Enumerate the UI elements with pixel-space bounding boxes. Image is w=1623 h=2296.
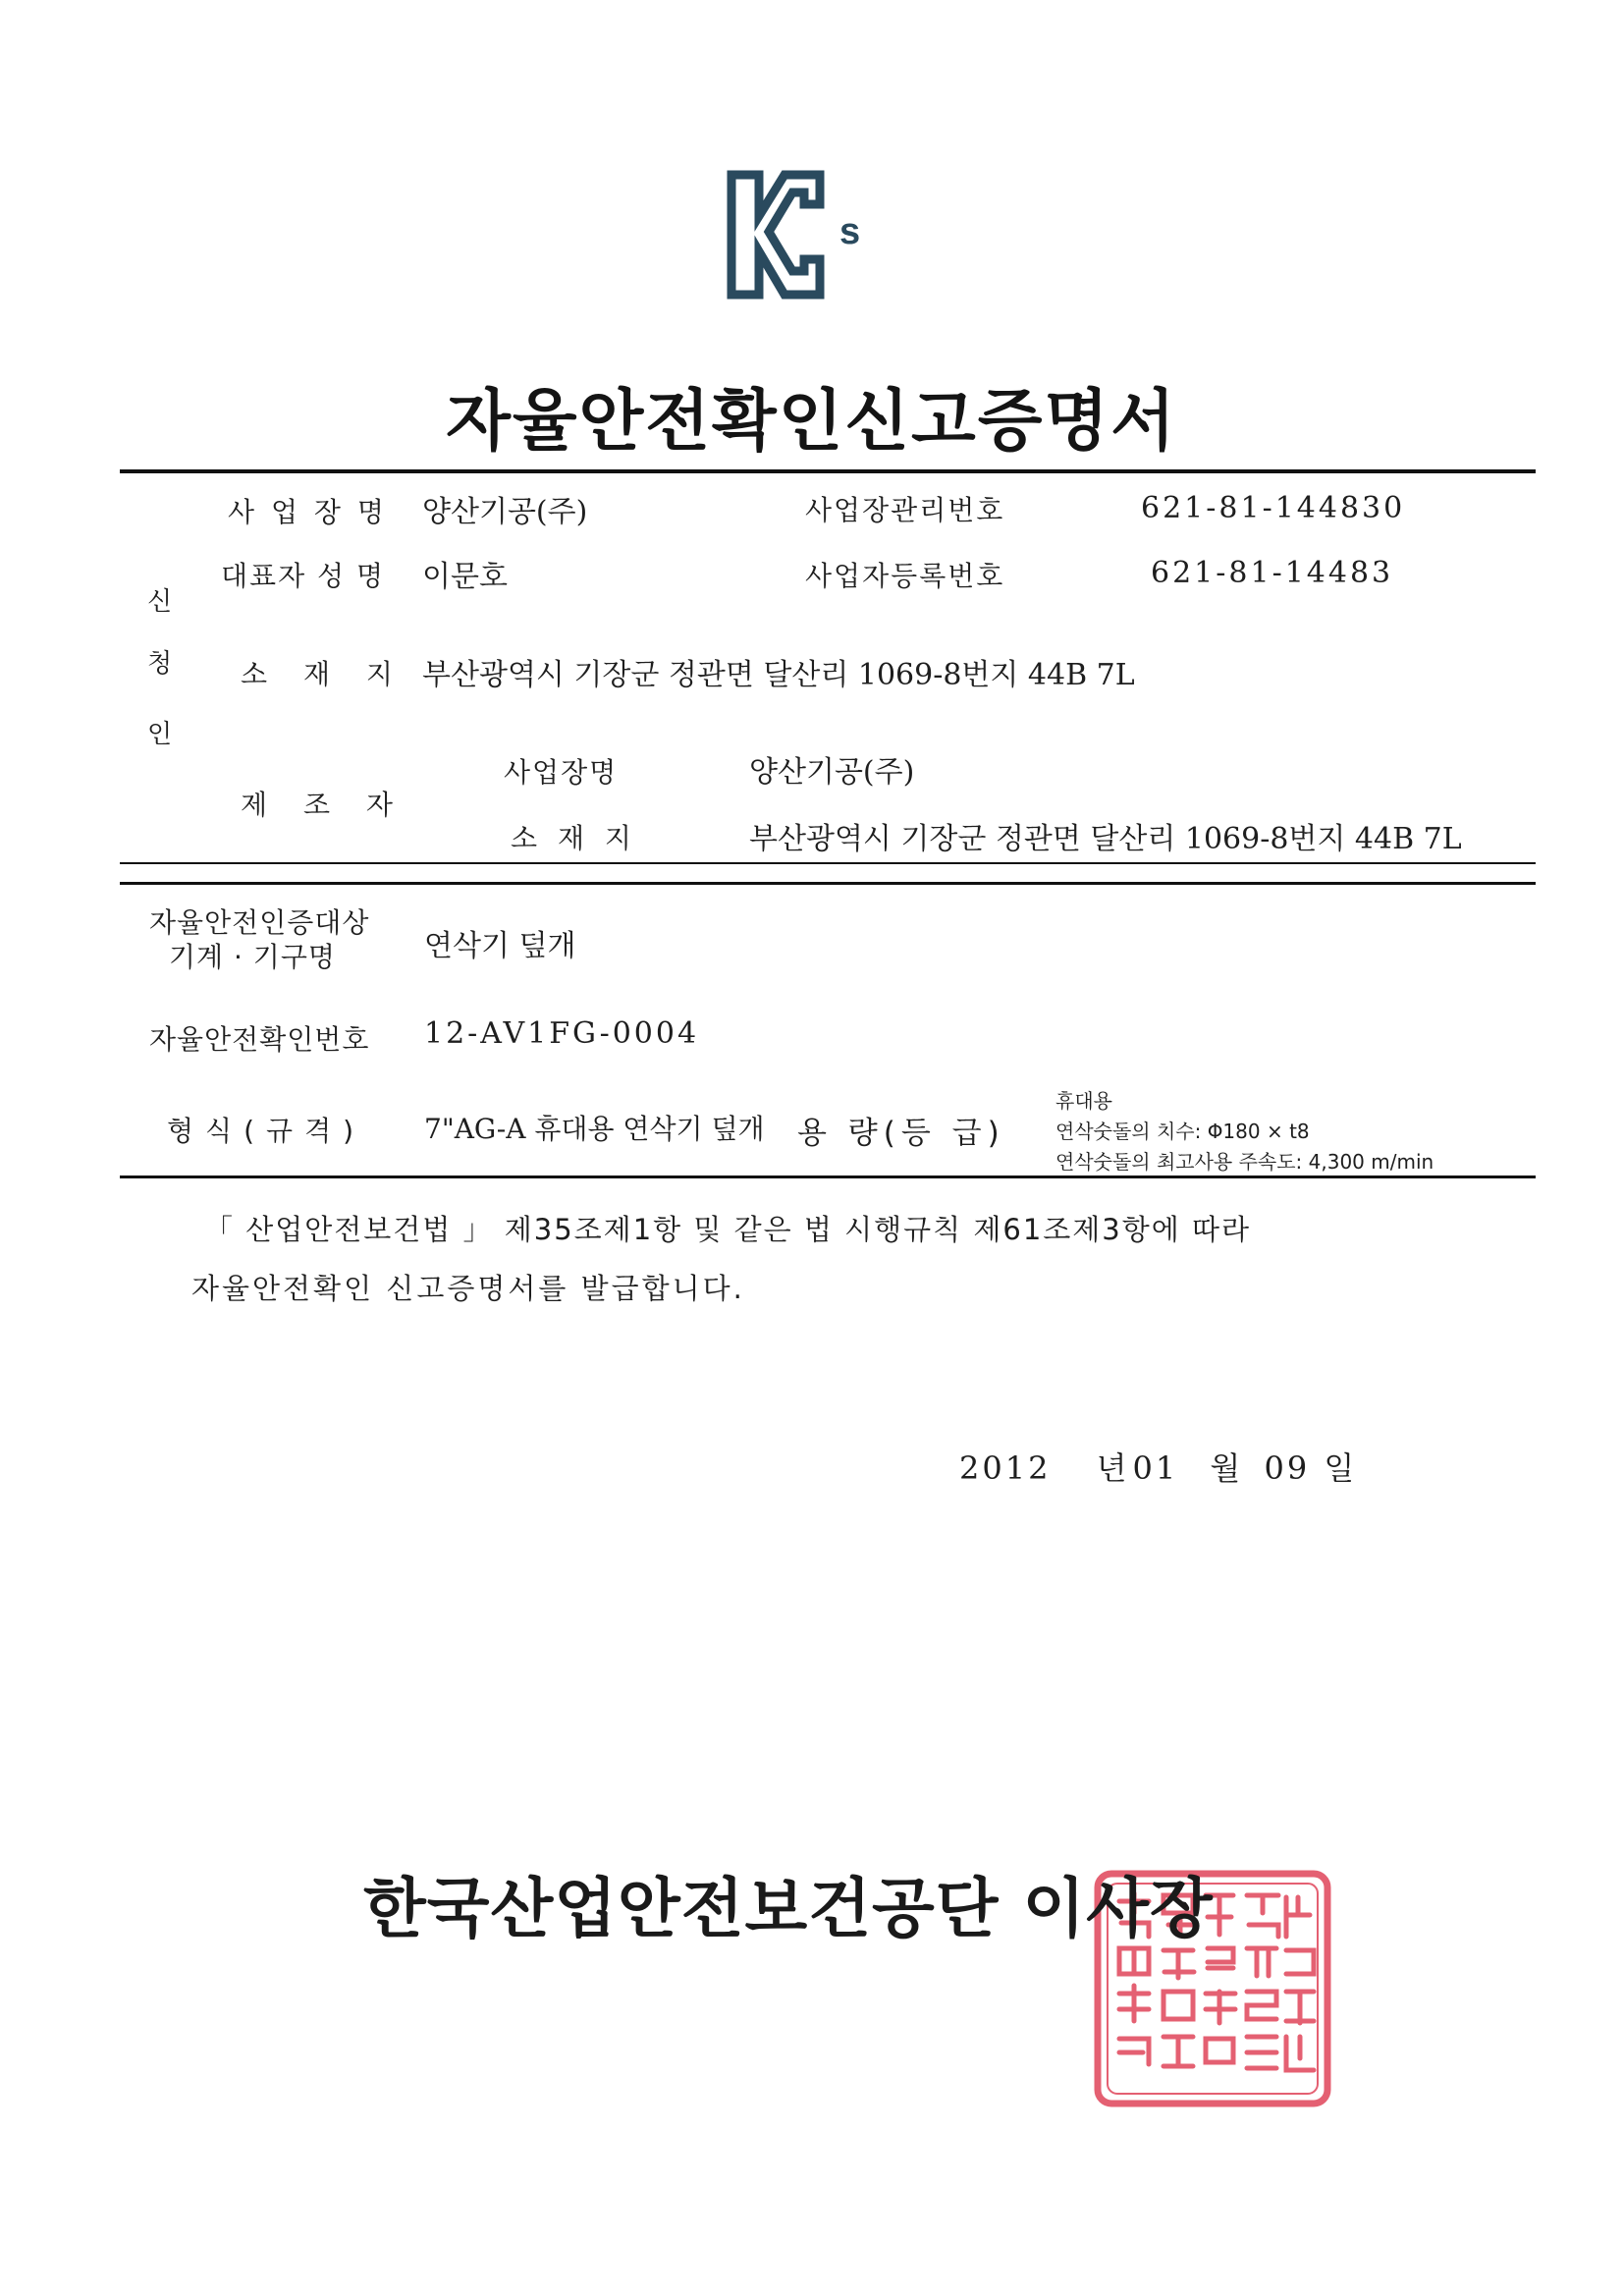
capacity-line-2: 연삭숫돌의 치수: Φ180 × t8	[1055, 1120, 1310, 1143]
svg-text:s: s	[839, 211, 861, 252]
date-day: 09	[1264, 1449, 1311, 1487]
manufacturer-label: 제 조 자	[241, 789, 406, 821]
confirmation-no-label: 자율안전확인번호	[149, 1023, 370, 1056]
top-rule	[120, 469, 1536, 473]
target-machine-label-line2: 기계 · 기구명	[169, 941, 336, 973]
bottom-rule	[120, 1175, 1536, 1178]
applicant-side-label-3: 인	[147, 720, 173, 749]
registration-no-value: 621-81-14483	[1151, 556, 1394, 590]
date-year-unit: 년	[1096, 1449, 1127, 1487]
section-rule-lower	[120, 882, 1536, 885]
issue-date	[959, 1444, 1354, 1489]
location-value: 부산광역시 기장군 정관면 달산리 1069-8번지 44B 7L	[422, 658, 1135, 692]
model-value: 7"AG-A 휴대용 연삭기 덮개	[424, 1113, 765, 1145]
business-name-value: 양산기공(주)	[422, 495, 588, 529]
manufacturer-business-name-value: 양산기공(주)	[749, 755, 915, 790]
capacity-line-1: 휴대용	[1055, 1089, 1112, 1113]
applicant-side-label-2: 청	[147, 649, 173, 679]
date-month-unit: 월	[1210, 1449, 1241, 1487]
kc-certification-logo	[722, 169, 898, 306]
statement-line-1: 「 산업안전보건법 」 제35조제1항 및 같은 법 시행규칙 제61조제3항에 따라	[204, 1213, 1252, 1246]
manufacturer-business-name-label: 사업장명	[504, 756, 619, 789]
date-month: 01	[1132, 1449, 1179, 1487]
section-rule-upper	[120, 862, 1536, 864]
representative-label: 대표자 성 명	[221, 560, 386, 592]
capacity-label: 용 량(등 급)	[797, 1116, 1005, 1151]
issuer-name: 한국산업안전보건공단 이사장	[363, 1871, 1214, 1946]
business-name-label: 사 업 장 명	[228, 496, 388, 528]
representative-value: 이문호	[422, 560, 508, 594]
location-label: 소 재 지	[241, 658, 406, 690]
manufacturer-location-value: 부산광역시 기장군 정관면 달산리 1069-8번지 44B 7L	[749, 822, 1462, 856]
date-day-unit: 일	[1324, 1449, 1355, 1487]
document-title: 자율안전확인신고증명서	[446, 383, 1177, 461]
management-no-label: 사업장관리번호	[805, 494, 1005, 526]
target-machine-value: 연삭기 덮개	[424, 929, 576, 963]
registration-no-label: 사업자등록번호	[805, 560, 1005, 592]
capacity-line-3: 연삭숫돌의 최고사용 주속도: 4,300 m/min	[1055, 1150, 1434, 1174]
target-machine-label-line1: 자율안전인증대상	[149, 906, 370, 939]
confirmation-no-value: 12-AV1FG-0004	[424, 1016, 700, 1051]
management-no-value: 621-81-144830	[1141, 491, 1406, 525]
date-year: 2012	[959, 1449, 1052, 1487]
model-label: 형식(규격)	[167, 1115, 366, 1147]
statement-line-2: 자율안전확인 신고증명서를 발급합니다.	[191, 1272, 745, 1305]
manufacturer-location-label: 소 재 지	[511, 822, 637, 854]
applicant-side-label-1: 신	[147, 587, 173, 617]
